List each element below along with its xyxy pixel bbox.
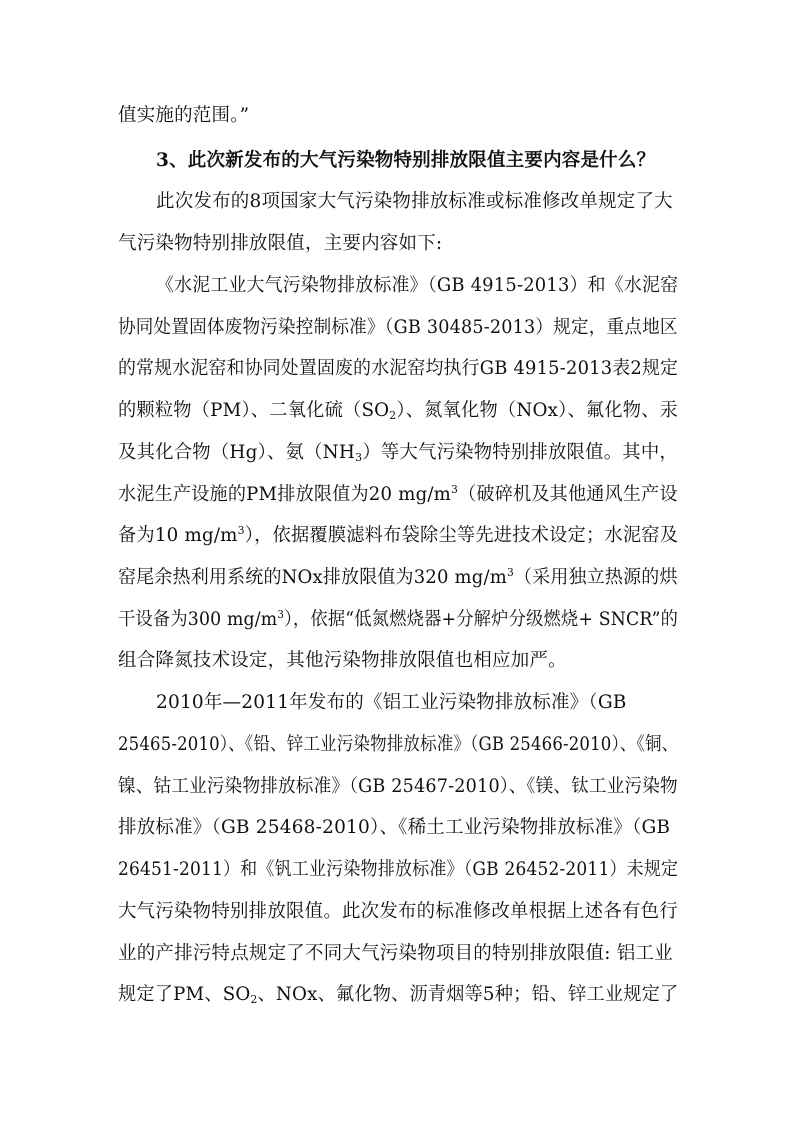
subscript: 2 <box>250 993 258 1006</box>
line-text: ）等大气污染物特别排放限值。其中， <box>362 442 678 463</box>
superscript: 3 <box>451 483 459 496</box>
line-text: 水泥生产设施的PM排放限值为20 mg/m <box>118 484 452 505</box>
line-text: 的颗粒物（PM）、二氧化硫（SO <box>118 400 390 421</box>
superscript: 3 <box>237 524 245 537</box>
paragraph-line: 气污染物特别排放限值，主要内容如下: <box>118 233 443 254</box>
line-text: ）、氮氧化物（NOx）、氟化物、汞 <box>396 400 679 421</box>
paragraph-line <box>118 399 679 423</box>
subscript: 2 <box>389 409 397 422</box>
superscript: 3 <box>277 608 285 621</box>
line-text: 窑尾余热利用系统的NOx排放限值为320 mg/m <box>118 567 508 588</box>
paragraph-line: 协同处置固体废物污染控制标准》（GB 30485-2013）规定，重点地区 <box>118 317 678 338</box>
line-text: 备为10 mg/m <box>118 525 238 546</box>
paragraph-line: 此次发布的8项国家大气污染物排放标准或标准修改单规定了大 <box>156 191 673 212</box>
paragraph-line <box>118 566 678 590</box>
line-text: ），依据“低氮燃烧器+分解炉分级燃烧+ SNCR”的 <box>284 609 679 630</box>
paragraph-line: 镍、钴工业污染物排放标准》（GB 25467-2010）、《镁、钛工业污染物 <box>118 776 678 797</box>
paragraph-line: 值实施的范围。” <box>118 105 250 126</box>
paragraph-line <box>118 608 679 632</box>
line-text: （采用独立热源的烘 <box>514 567 678 588</box>
paragraph-line: 排放标准》（GB 25468-2010）、《稀土工业污染物排放标准》（GB <box>118 817 671 838</box>
paragraph-line: 组合降氮技术设定，其他污染物排放限值也相应加严。 <box>118 650 567 671</box>
paragraph-line: 《水泥工业大气污染物排放标准》（GB 4915-2013）和《水泥窑 <box>156 275 679 296</box>
section-heading: 3、此次新发布的大气污染物特别排放限值主要内容是什么？ <box>156 150 656 171</box>
paragraph-line: 25465-2010）、《铅、锌工业污染物排放标准》（GB 25466-2010）、《铜、 <box>118 734 679 755</box>
paragraph-line <box>118 983 679 1007</box>
line-text: （破碎机及其他通风生产设 <box>458 484 678 505</box>
line-text: 干设备为300 mg/m <box>118 609 278 630</box>
line-text: 及其化合物（Hg）、氨（NH <box>118 442 356 463</box>
paragraph-line: 业的产排污特点规定了不同大气污染物项目的特别排放限值: 铝工业 <box>118 943 673 964</box>
paragraph-line <box>118 441 678 465</box>
paragraph-line: 的常规水泥窑和协同处置固废的水泥窑均执行GB 4915-2013表2规定 <box>118 358 679 379</box>
paragraph-line <box>118 483 678 507</box>
paragraph-line <box>118 524 679 548</box>
subscript: 3 <box>355 451 363 464</box>
superscript: 3 <box>507 566 515 579</box>
paragraph-line: 26451-2011）和《钒工业污染物排放标准》（GB 26452-2011）未规定 <box>118 859 679 880</box>
line-text: ），依据覆膜滤料布袋除尘等先进技术设定；水泥窑及 <box>244 525 679 546</box>
paragraph-line: 2010年—2011年发布的《铝工业污染物排放标准》（GB <box>156 692 627 713</box>
line-text: 规定了PM、SO <box>118 984 251 1005</box>
line-text: 、NOx、氟化物、沥青烟等5种；铅、锌工业规定了 <box>257 984 679 1005</box>
paragraph-line: 大气污染物特别排放限值。此次发布的标准修改单根据上述各有色行 <box>118 901 679 922</box>
